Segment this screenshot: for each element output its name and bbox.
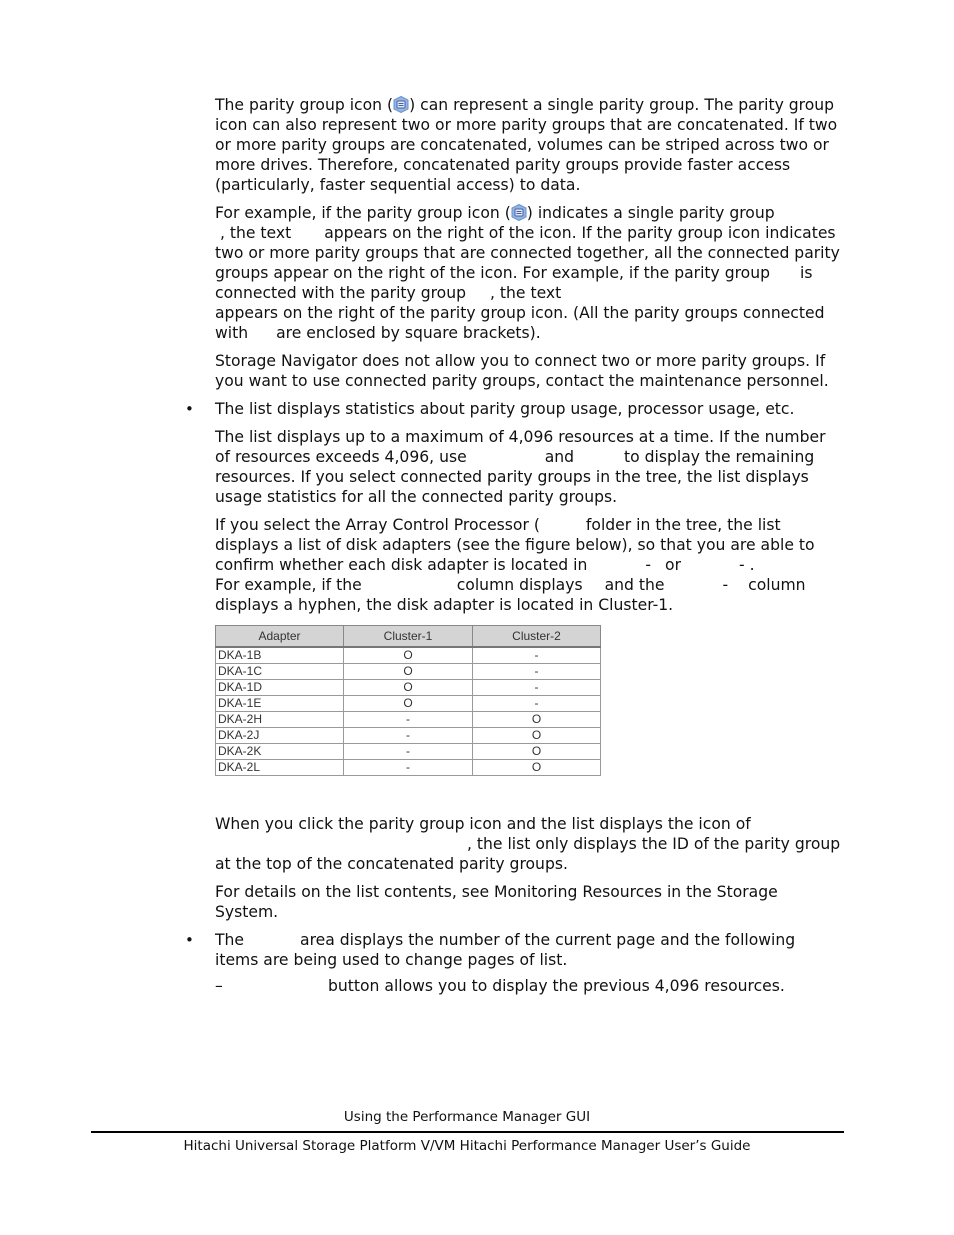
cluster-1-cell: O xyxy=(344,664,473,680)
bullet-icon: • xyxy=(185,400,194,418)
text: , the text xyxy=(490,284,562,302)
cluster-1-cell: O xyxy=(344,647,473,664)
table-row xyxy=(216,712,601,728)
dash-item-previous xyxy=(215,976,843,996)
adapter-cell: DKA-2H xyxy=(216,712,344,728)
paragraph-storage-navigator: Storage Navigator does not allow you to connect two or more parity groups. If you want to use connected parity groups, contact the maintenance personnel. xyxy=(215,352,829,390)
footer-guide-title: Hitachi Universal Storage Platform V/VM Hitachi Performance Manager User’s Guide xyxy=(183,1138,751,1154)
adapter-cell: DKA-1C xyxy=(216,664,344,680)
column-header-cluster-1: Cluster-1 xyxy=(344,626,473,648)
table-row xyxy=(216,744,601,760)
text: are enclosed by square brackets). xyxy=(276,324,541,342)
footer-section-title: Using the Performance Manager GUI xyxy=(343,1109,591,1125)
text: - xyxy=(722,576,729,594)
cluster-2-cell: O xyxy=(473,712,601,728)
spacer xyxy=(215,776,843,814)
cluster-2-cell: O xyxy=(473,760,601,776)
adapter-cell: DKA-1D xyxy=(216,680,344,696)
table-row xyxy=(216,664,601,680)
table-row xyxy=(216,696,601,712)
text: ) can represent a single parity group. The parity group icon can also represent two or more parity groups that are concatenated. If two or more parity groups are concatenated, volumes can be striped across two or more drives. Therefore, concatenated parity groups provide faster access (particularly, faster sequential access) to data. xyxy=(215,96,838,194)
column-header-cluster-2: Cluster-2 xyxy=(473,626,601,648)
adapter-cell: DKA-2L xyxy=(216,760,344,776)
paragraph-list-details: For details on the list contents, see Monitoring Resources in the Storage System. xyxy=(215,883,778,921)
cluster-2-cell: - xyxy=(473,647,601,664)
text: For example, if the xyxy=(215,576,362,594)
text: When you click the parity group icon and the list displays the icon of xyxy=(215,815,751,833)
adapter-cell: DKA-1E xyxy=(216,696,344,712)
text: button allows you to display the previous 4,096 resources. xyxy=(328,977,785,995)
text: or xyxy=(665,556,681,574)
text: The list displays up to a maximum of 4,096 resources at a time. If the number of resources exceeds 4,096, use xyxy=(215,428,826,466)
table-row xyxy=(216,680,601,696)
text: . xyxy=(749,556,755,574)
adapter-cell: DKA-1B xyxy=(216,647,344,664)
cluster-2-cell: - xyxy=(473,664,601,680)
text: For example, if the parity group icon ( xyxy=(215,204,511,222)
bullet-page-area xyxy=(185,930,843,970)
text: appears on the right of the parity group icon. (All the parity groups connected with xyxy=(215,304,825,342)
cluster-2-cell: - xyxy=(473,696,601,712)
text: appears on the right of the icon. If the parity group icon indicates two or more parity groups that are connected together, all the connected parity groups appear on the right of the icon. For example, if the parity group xyxy=(215,224,840,282)
text: and the xyxy=(604,576,665,594)
table-row xyxy=(216,728,601,744)
text: If you select the Array Control Processor ( xyxy=(215,516,540,534)
parity-group-icon xyxy=(393,96,409,113)
cluster-1-cell: - xyxy=(344,760,473,776)
paragraph-array-control-processor xyxy=(215,515,843,615)
cluster-1-cell: - xyxy=(344,728,473,744)
cluster-2-cell: O xyxy=(473,728,601,744)
text: The list displays statistics about parity group usage, processor usage, etc. xyxy=(215,400,795,418)
paragraph-parity-icon xyxy=(215,95,843,195)
text: area displays the number of the current page and the following items are being used to change pages of list. xyxy=(215,931,796,969)
column-header-adapter: Adapter xyxy=(216,626,344,648)
text: folder in the tree, the list displays a list of disk adapters (see the figure below), so that you are able to confirm whether each disk adapter is located in xyxy=(215,516,815,574)
disk-adapter-table xyxy=(215,625,601,776)
text: column displays a hyphen, the disk adapter is located in Cluster-1. xyxy=(215,576,806,614)
dash-icon: – xyxy=(215,977,223,995)
cluster-2-cell: - xyxy=(473,680,601,696)
paragraph-parity-example xyxy=(215,203,843,343)
text: is connected with the parity group xyxy=(215,264,813,302)
text: The parity group icon ( xyxy=(215,96,394,114)
table-row xyxy=(216,760,601,776)
cluster-1-cell: O xyxy=(344,696,473,712)
cluster-1-cell: - xyxy=(344,744,473,760)
text: ) indicates a single parity group xyxy=(526,204,775,222)
text: The xyxy=(215,931,245,949)
cluster-1-cell: - xyxy=(344,712,473,728)
footer-divider xyxy=(91,1131,844,1133)
paragraph-concatenated-icon xyxy=(215,814,843,874)
table-row xyxy=(216,647,601,664)
adapter-cell: DKA-2J xyxy=(216,728,344,744)
text: column displays xyxy=(456,576,583,594)
bullet-icon: • xyxy=(185,931,194,949)
text: - xyxy=(738,556,745,574)
text: - xyxy=(645,556,652,574)
text: to display the remaining resources. If you select connected parity groups in the tree, the list displays usage statistics for all the connected parity groups. xyxy=(215,448,815,506)
page-body xyxy=(185,95,843,1004)
cluster-2-cell: O xyxy=(473,744,601,760)
adapter-cell: DKA-2K xyxy=(216,744,344,760)
parity-group-icon xyxy=(511,204,527,221)
cluster-1-cell: O xyxy=(344,680,473,696)
text: and xyxy=(544,448,575,466)
paragraph-max-resources xyxy=(215,427,843,507)
table-header-row xyxy=(216,626,601,648)
text: , the text xyxy=(219,224,292,242)
text: , the list only displays the ID of the parity group at the top of the concatenated parity groups. xyxy=(215,835,841,873)
bullet-list-statistics xyxy=(185,399,843,419)
